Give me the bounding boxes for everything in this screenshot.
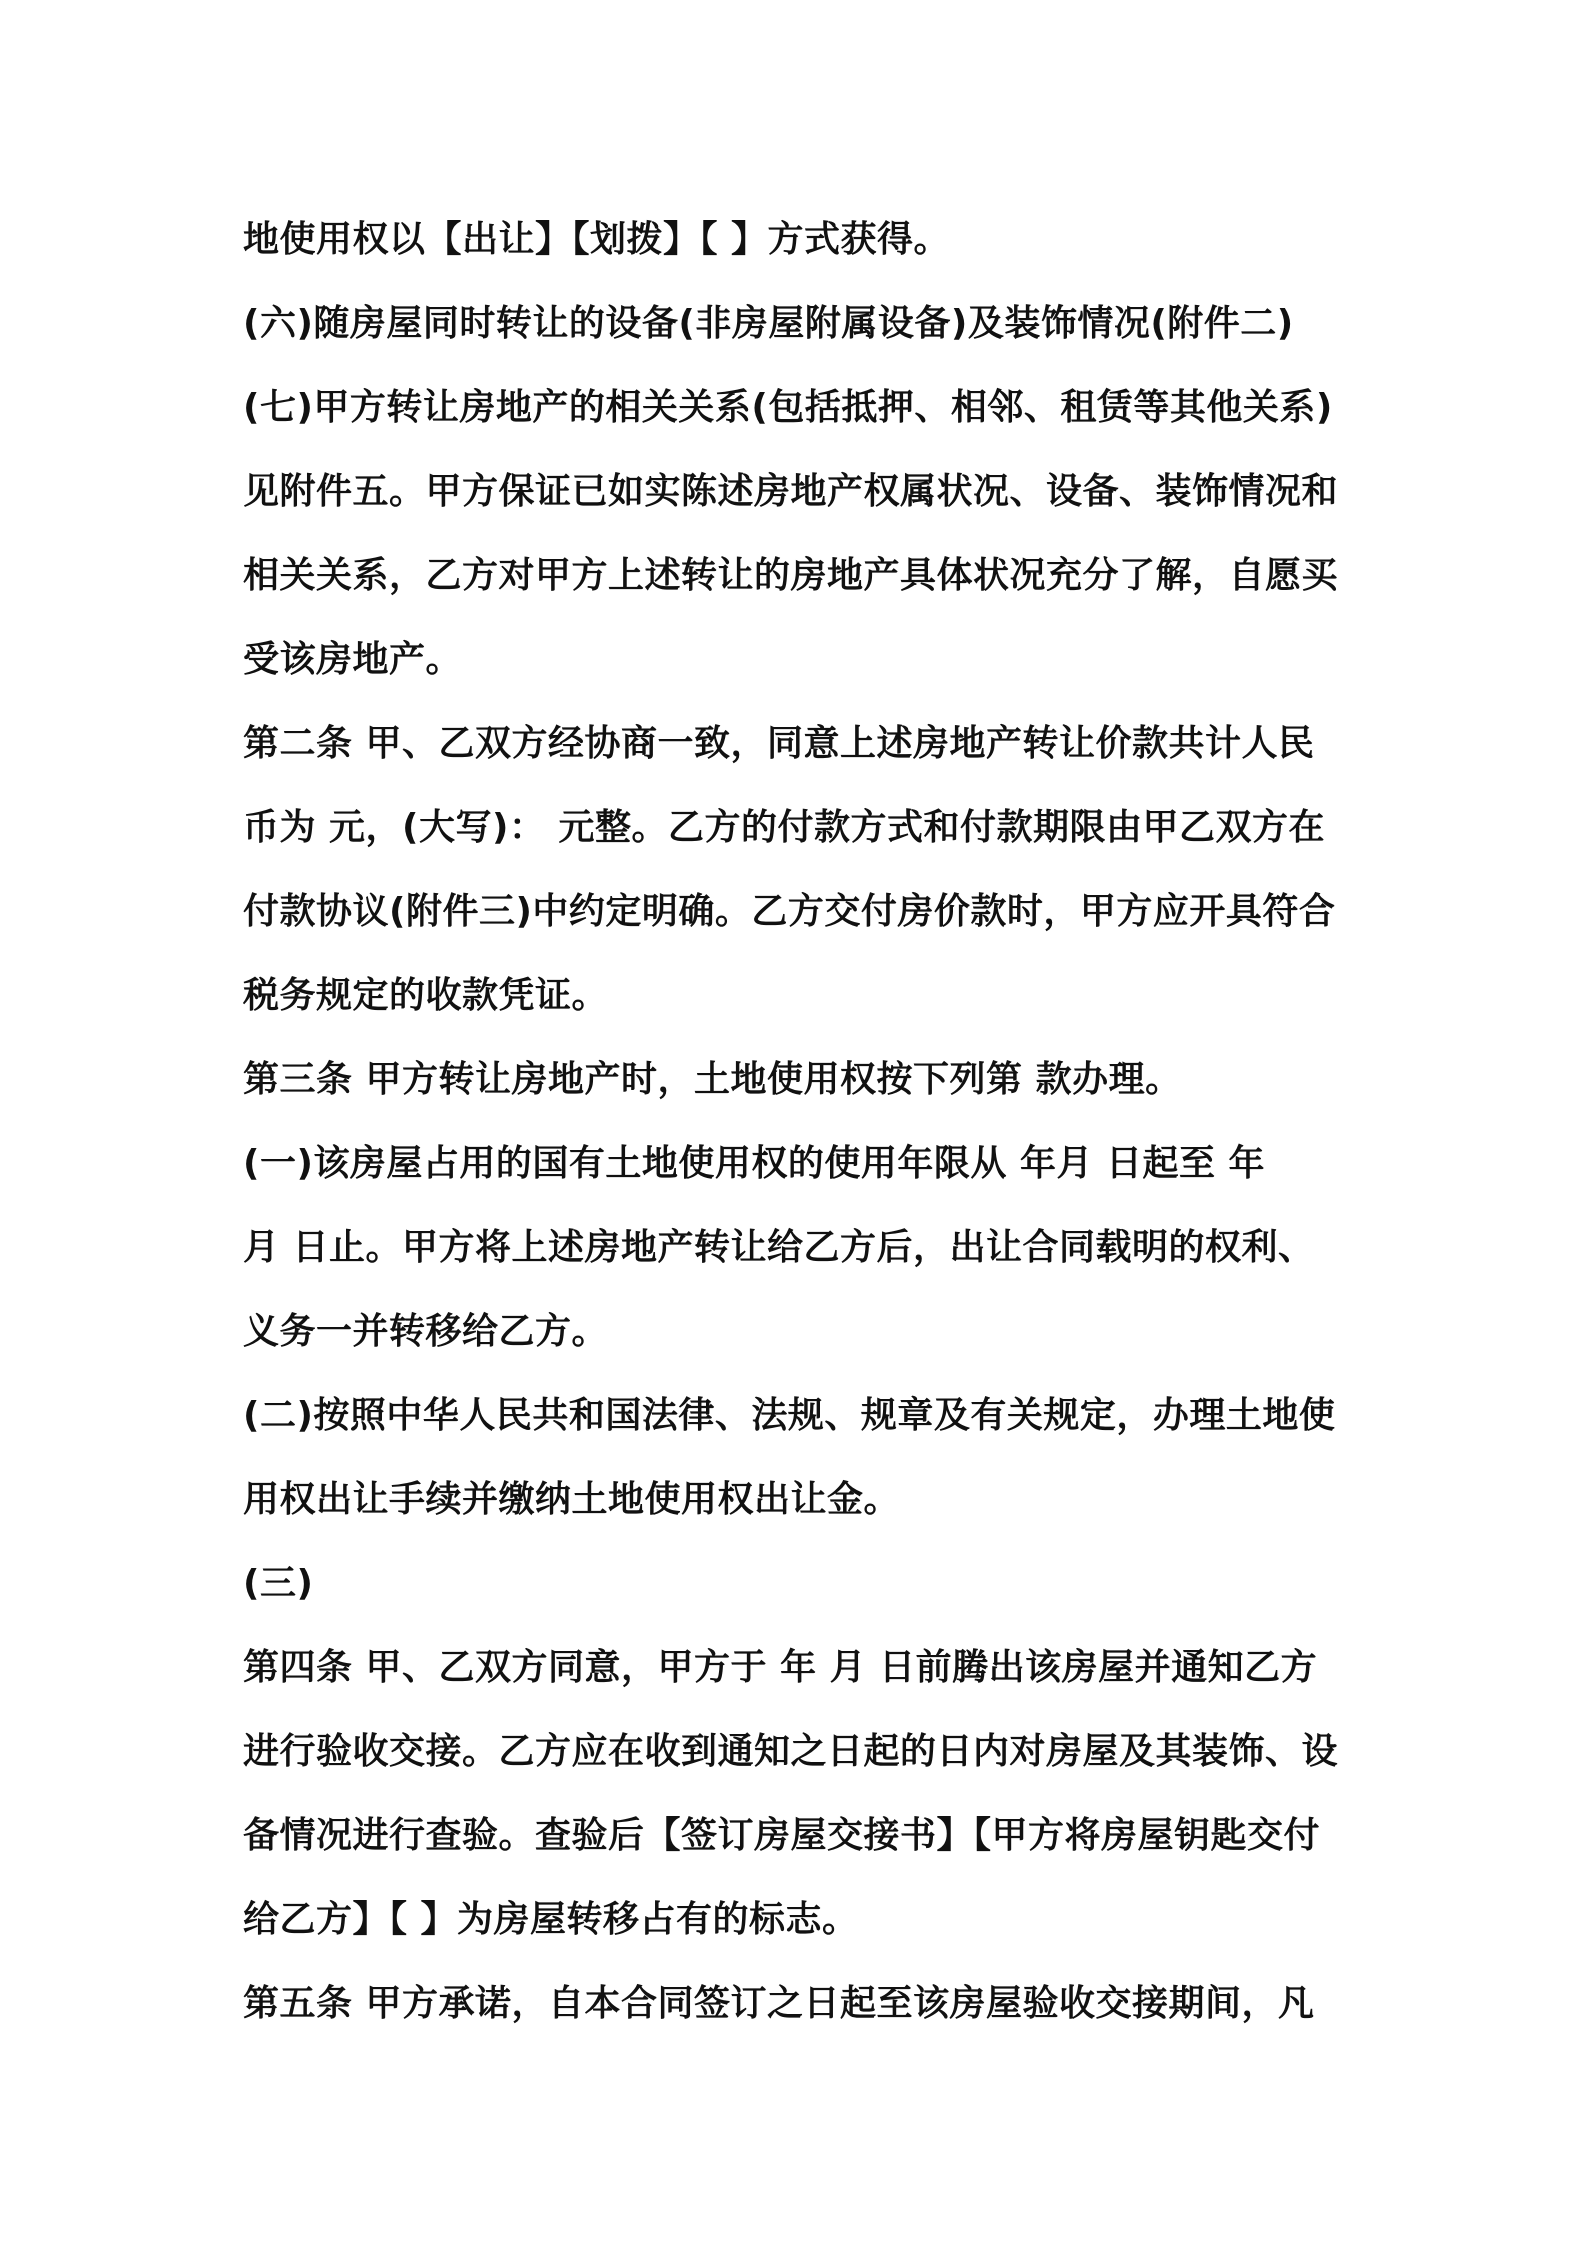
text-line: 见附件五。甲方保证已如实陈述房地产权属状况、设备、装饰情况和: [243, 471, 1339, 512]
text-line: 月 日止。甲方将上述房地产转让给乙方后，出让合同载明的权利、: [243, 1227, 1315, 1268]
text-line: 进行验收交接。乙方应在收到通知之日起的日内对房屋及其装饰、设: [243, 1731, 1339, 1772]
text-line: 第四条 甲、乙双方同意，甲方于 年 月 日前腾出该房屋并通知乙方: [243, 1647, 1318, 1688]
text-line: 币为 元，(大写)： 元整。乙方的付款方式和付款期限由甲乙双方在: [243, 807, 1325, 848]
text-line: 第三条 甲方转让房地产时，土地使用权按下列第 款办理。: [243, 1059, 1182, 1100]
text-line: (三): [243, 1563, 314, 1604]
text-line: 第五条 甲方承诺，自本合同签订之日起至该房屋验收交接期间，凡: [243, 1983, 1315, 2024]
text-line: (六)随房屋同时转让的设备(非房屋附属设备)及装饰情况(附件二): [243, 303, 1294, 344]
text-line: (二)按照中华人民共和国法律、法规、规章及有关规定，办理土地使: [243, 1395, 1336, 1436]
text-line: 相关关系，乙方对甲方上述转让的房地产具体状况充分了解，自愿买: [243, 555, 1339, 596]
text-line: 税务规定的收款凭证。: [243, 975, 609, 1016]
text-line: 地使用权以【出让】【划拨】【 】方式获得。: [243, 219, 951, 260]
text-line: 受该房地产。: [243, 639, 463, 680]
text-line: 付款协议(附件三)中约定明确。乙方交付房价款时，甲方应开具符合: [243, 891, 1336, 932]
contract-body-text: [243, 198, 1363, 2046]
text-line: 义务一并转移给乙方。: [243, 1311, 609, 1352]
text-line: 给乙方】【 】为房屋转移占有的标志。: [243, 1899, 859, 1940]
text-line: 第二条 甲、乙双方经协商一致，同意上述房地产转让价款共计人民: [243, 723, 1315, 764]
text-line: 备情况进行查验。查验后【签订房屋交接书】【甲方将房屋钥匙交付: [243, 1815, 1321, 1856]
text-line: (一)该房屋占用的国有土地使用权的使用年限从 年月 日起至 年: [243, 1143, 1266, 1184]
text-line: 用权出让手续并缴纳土地使用权出让金。: [243, 1479, 901, 1520]
text-line: (七)甲方转让房地产的相关关系(包括抵押、相邻、租赁等其他关系): [243, 387, 1333, 428]
